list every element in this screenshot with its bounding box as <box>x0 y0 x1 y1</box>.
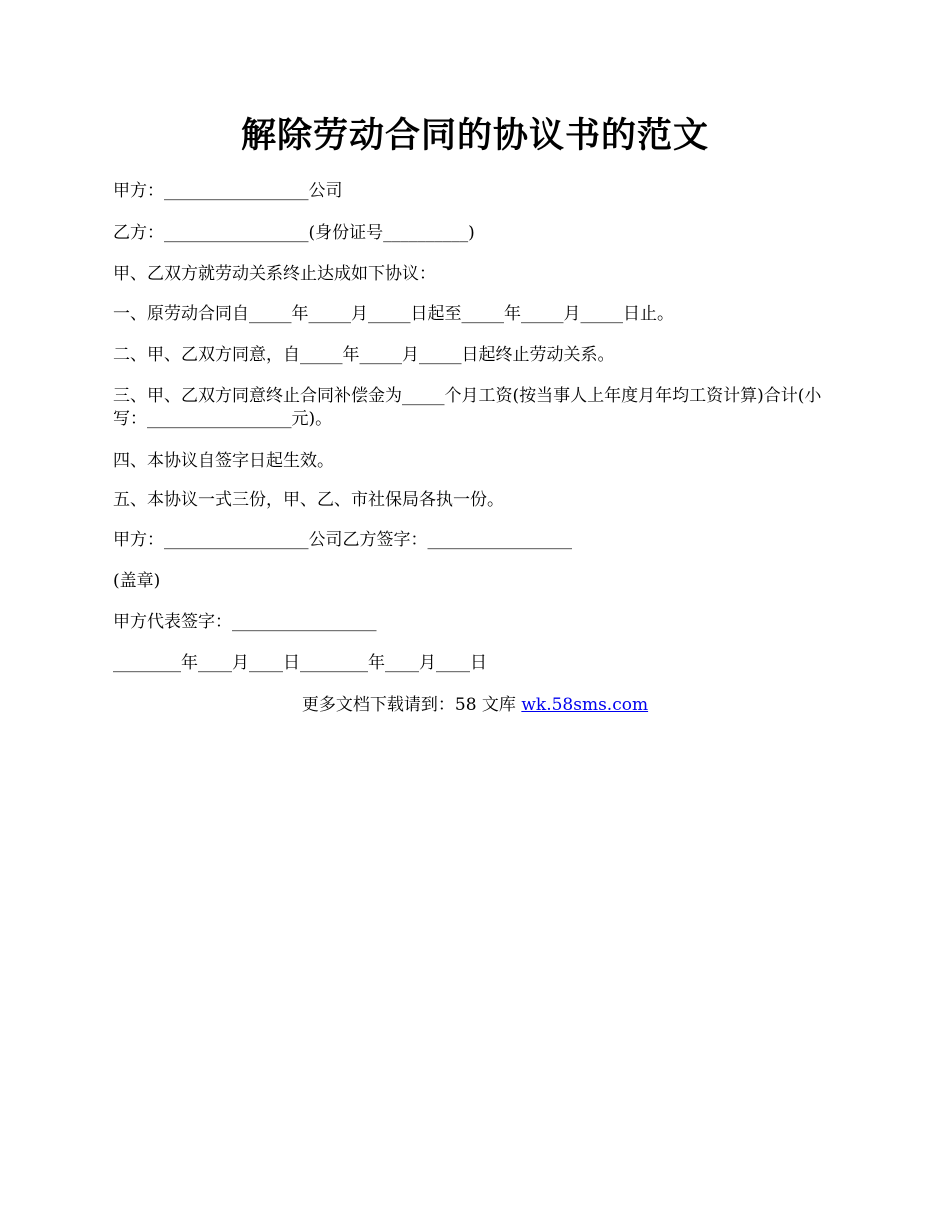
party-b-line: 乙方：_________________(身份证号__________) <box>113 223 475 243</box>
signature-line: 甲方：_________________公司乙方签字：_________________ <box>113 530 572 550</box>
clause-1: 一、原劳动合同自_____年_____月_____日起至_____年_____月_____日止。 <box>113 304 674 324</box>
representative-signature-line: 甲方代表签字：_________________ <box>113 612 377 632</box>
clause-4: 四、本协议自签字日起生效。 <box>113 451 334 471</box>
footer <box>0 694 950 717</box>
document-title: 解除劳动合同的协议书的范文 <box>240 115 709 156</box>
clause-3: 三、甲、乙双方同意终止合同补偿金为_____个月工资(按当事人上年度月年均工资计算)合计(小写：_________________元)。 <box>113 386 822 429</box>
agreement-intro: 甲、乙双方就劳动关系终止达成如下协议： <box>113 264 436 284</box>
footer-text: 更多文档下载请到：58 文库 <box>301 695 522 715</box>
clause-5: 五、本协议一式三份，甲、乙、市社保局各执一份。 <box>113 490 504 510</box>
clause-2: 二、甲、乙双方同意，自_____年_____月_____日起终止劳动关系。 <box>113 345 615 365</box>
party-a-line: 甲方：_________________公司 <box>113 181 343 201</box>
date-line: ________年____月____日________年____月____日 <box>113 653 487 673</box>
footer-link[interactable]: wk.58sms.com <box>521 695 649 715</box>
seal-note: (盖章) <box>113 571 161 591</box>
